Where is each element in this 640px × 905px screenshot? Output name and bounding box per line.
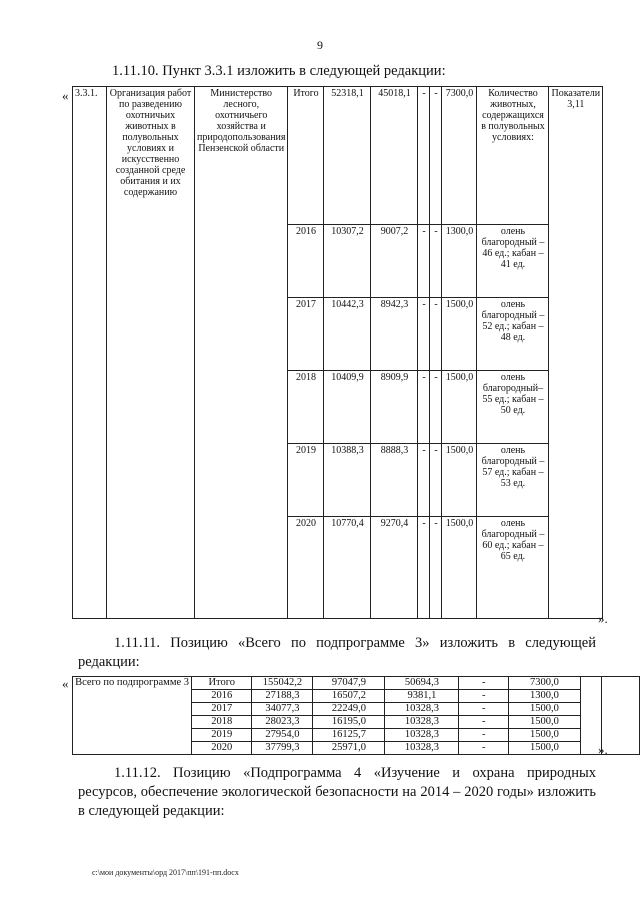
close-quote-1: ». xyxy=(598,611,608,626)
cell-col2: 9270,4 xyxy=(371,517,418,619)
table-total-subprogram-3 xyxy=(72,676,640,755)
cell-total: 28023,3 xyxy=(252,716,313,729)
cell-year: 2020 xyxy=(192,742,252,755)
cell-col3: 50694,3 xyxy=(385,677,459,690)
cell-year: 2017 xyxy=(192,703,252,716)
cell-col4: - xyxy=(430,225,442,298)
cell-code: 3.3.1. xyxy=(73,87,107,619)
cell-col3: - xyxy=(418,444,430,517)
cell-year: Итого xyxy=(288,87,324,225)
cell-total: 10770,4 xyxy=(324,517,371,619)
heading-1-11-12: 1.11.12. Позицию «Подпрограмма 4 «Изучение и охрана природных ресурсов, обеспечение экологической безопасности на 2014 – 2020 годы» изложить в следующей редакции: xyxy=(78,765,596,819)
cell-result: олень благородный – 46 ед.; кабан – 41 ед. xyxy=(477,225,549,298)
cell-col2: 8942,3 xyxy=(371,298,418,371)
cell-col2: 9007,2 xyxy=(371,225,418,298)
cell-total: 155042,2 xyxy=(252,677,313,690)
cell-total-label: Всего по подпрограмме 3 xyxy=(73,677,192,755)
cell-indicator: Показатели 3,11 xyxy=(549,87,603,619)
cell-col4: - xyxy=(459,729,509,742)
cell-col3: - xyxy=(418,517,430,619)
cell-total: 27188,3 xyxy=(252,690,313,703)
cell-col4: - xyxy=(459,690,509,703)
cell-col3: - xyxy=(418,87,430,225)
cell-col3: 10328,3 xyxy=(385,742,459,755)
footer-file-path: c:\мои документы\орд 2017\пп\191-пп.docx xyxy=(92,868,239,877)
cell-col2: 16125,7 xyxy=(313,729,385,742)
cell-col5: 1300,0 xyxy=(509,690,581,703)
heading-1-11-11: 1.11.11. Позицию «Всего по подпрограмме 3» изложить в следующей редакции: xyxy=(78,635,596,670)
cell-col4: - xyxy=(459,703,509,716)
cell-year: 2019 xyxy=(288,444,324,517)
cell-total: 10388,3 xyxy=(324,444,371,517)
open-quote-1: « xyxy=(62,88,69,103)
cell-col5: 1500,0 xyxy=(442,444,477,517)
cell-col5: 1300,0 xyxy=(442,225,477,298)
cell-total: 27954,0 xyxy=(252,729,313,742)
cell-col2: 22249,0 xyxy=(313,703,385,716)
cell-col2: 97047,9 xyxy=(313,677,385,690)
cell-executor: Министерство лесного, охотничьего хозяйства и природопользования Пензенской области xyxy=(195,87,288,619)
cell-col2: 45018,1 xyxy=(371,87,418,225)
cell-col3: 10328,3 xyxy=(385,716,459,729)
cell-total: 10409,9 xyxy=(324,371,371,444)
open-quote-2: « xyxy=(62,676,69,691)
cell-col3: - xyxy=(418,225,430,298)
cell-result: олень благородный – 52 ед.; кабан – 48 ед. xyxy=(477,298,549,371)
cell-col2: 16507,2 xyxy=(313,690,385,703)
cell-col2: 8888,3 xyxy=(371,444,418,517)
cell-col3: - xyxy=(418,298,430,371)
heading-1-11-10: 1.11.10. Пункт 3.3.1 изложить в следующей редакции: xyxy=(112,63,446,79)
cell-col4: - xyxy=(459,716,509,729)
cell-result: олень благородный– 55 ед.; кабан – 50 ед. xyxy=(477,371,549,444)
cell-col5: 1500,0 xyxy=(509,729,581,742)
cell-total: 34077,3 xyxy=(252,703,313,716)
cell-year: 2017 xyxy=(288,298,324,371)
cell-result: Количество животных, содержащихся в полувольных условиях: xyxy=(477,87,549,225)
cell-result: олень благородный – 60 ед.; кабан – 65 ед. xyxy=(477,517,549,619)
cell-col3: 10328,3 xyxy=(385,729,459,742)
cell-year: 2016 xyxy=(288,225,324,298)
cell-year: 2019 xyxy=(192,729,252,742)
cell-col4: - xyxy=(459,677,509,690)
cell-col5: 1500,0 xyxy=(442,517,477,619)
cell-year: Итого xyxy=(192,677,252,690)
cell-year: 2018 xyxy=(288,371,324,444)
cell-col3: 10328,3 xyxy=(385,703,459,716)
cell-col4: - xyxy=(430,371,442,444)
cell-col4: - xyxy=(430,87,442,225)
cell-year: 2020 xyxy=(288,517,324,619)
cell-total: 37799,3 xyxy=(252,742,313,755)
cell-col5: 1500,0 xyxy=(509,742,581,755)
cell-result: олень благородный – 57 ед.; кабан – 53 ед. xyxy=(477,444,549,517)
cell-col2: 25971,0 xyxy=(313,742,385,755)
cell-col3: - xyxy=(418,371,430,444)
cell-col2: 16195,0 xyxy=(313,716,385,729)
cell-col4: - xyxy=(430,517,442,619)
cell-col5: 1500,0 xyxy=(509,703,581,716)
cell-col5: 7300,0 xyxy=(509,677,581,690)
cell-col5: 1500,0 xyxy=(509,716,581,729)
cell-col4: - xyxy=(430,444,442,517)
page-number: 9 xyxy=(317,38,323,52)
close-quote-2: ». xyxy=(598,742,608,757)
cell-col4: - xyxy=(430,298,442,371)
cell-total: 10442,3 xyxy=(324,298,371,371)
cell-col5: 7300,0 xyxy=(442,87,477,225)
cell-col4: - xyxy=(459,742,509,755)
cell-total: 52318,1 xyxy=(324,87,371,225)
cell-measure-name: Организация работ по разведению охотничьих животных в полувольных условиях и искусственно созданной среде обитания и их содержанию xyxy=(107,87,195,619)
table-point-3-3-1 xyxy=(72,86,603,619)
cell-year: 2016 xyxy=(192,690,252,703)
cell-col5: 1500,0 xyxy=(442,371,477,444)
cell-total: 10307,2 xyxy=(324,225,371,298)
cell-col5: 1500,0 xyxy=(442,298,477,371)
cell-year: 2018 xyxy=(192,716,252,729)
cell-col2: 8909,9 xyxy=(371,371,418,444)
cell-col3: 9381,1 xyxy=(385,690,459,703)
